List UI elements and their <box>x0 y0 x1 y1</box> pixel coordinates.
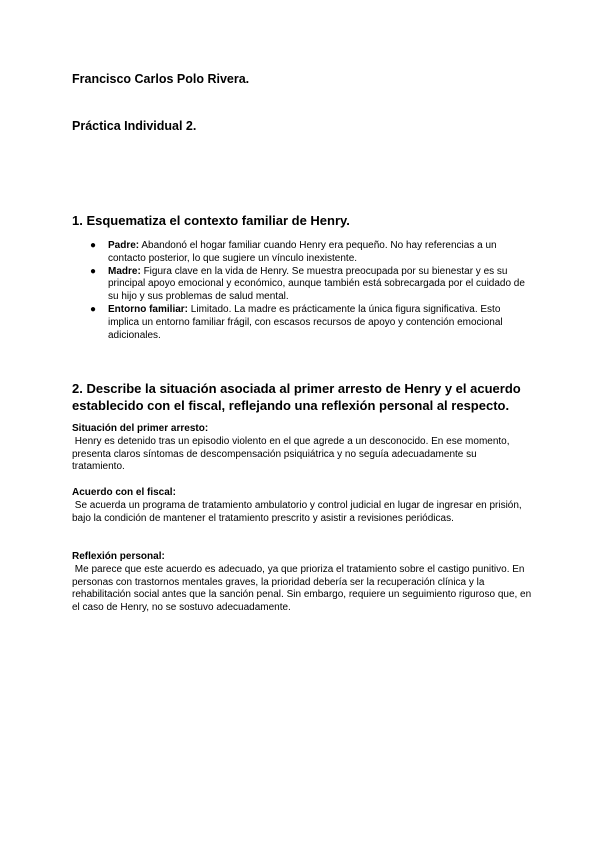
bullet-text: Abandonó el hogar familiar cuando Henry era pequeño. No hay referencias a un contacto posterior, lo que sugiere un vínculo inexistente. <box>108 240 497 264</box>
list-item <box>90 304 530 342</box>
section-title: Reflexión personal: <box>72 551 165 562</box>
question-1-heading: 1. Esquematiza el contexto familiar de Henry. <box>72 213 350 228</box>
author-name: Francisco Carlos Polo Rivera. <box>72 72 250 86</box>
section-text: Me parece que este acuerdo es adecuado, ya que prioriza el tratamiento sobre el castigo punitivo. En personas con trastornos mentales graves, la prioridad debería ser la recuperación clínica y la rehabilitación social antes que la sanción penal. Sin embargo, requiere un seguimiento riguroso que, en el caso de Henry, no se sostuvo adecuadamente. <box>72 563 534 614</box>
bullet-icon: ● <box>90 303 97 315</box>
bullet-term: Padre: <box>108 240 140 251</box>
question-2-heading: 2. Describe la situación asociada al primer arresto de Henry y el acuerdo establecido con el fiscal, reflejando una reflexión personal al respecto. <box>72 381 521 413</box>
reflection-section <box>72 551 532 615</box>
bullet-icon: ● <box>90 240 97 251</box>
section-text: Se acuerda un programa de tratamiento ambulatorio y control judicial en lugar de ingresar en prisión, bajo la condición de mantener el tratamiento prescrito y asistir a revisiones periódicas. <box>72 499 525 524</box>
family-context-list <box>90 240 530 342</box>
list-item <box>90 240 530 266</box>
agreement-section <box>72 487 532 525</box>
practice-title: Práctica Individual 2. <box>72 119 197 133</box>
bullet-term: Entorno familiar: <box>108 303 189 315</box>
section-title: Situación del primer arresto: <box>72 423 209 434</box>
bullet-term: Madre: <box>108 265 141 277</box>
section-text: Henry es detenido tras un episodio violento en el que agrede a un desconocido. En ese momento, presenta claros síntomas de descompensación psiquiátrica y no seguía adecuadamente su tratamiento. <box>72 435 513 473</box>
list-item <box>90 266 530 304</box>
bullet-icon: ● <box>90 265 97 277</box>
arrest-section <box>72 423 532 474</box>
section-title: Acuerdo con el fiscal: <box>72 487 176 498</box>
bullet-text: Figura clave en la vida de Henry. Se muestra preocupada por su bienestar y es su principal apoyo emocional y económico, aunque también está sobrecargada por el cuidado de su hijo y sus problemas de salud mental. <box>108 265 525 303</box>
bullet-text: Limitado. La madre es prácticamente la única figura significativa. Esto implica un entorno familiar frágil, con escasos recursos de apoyo y contención emocional adicionales. <box>108 303 503 341</box>
